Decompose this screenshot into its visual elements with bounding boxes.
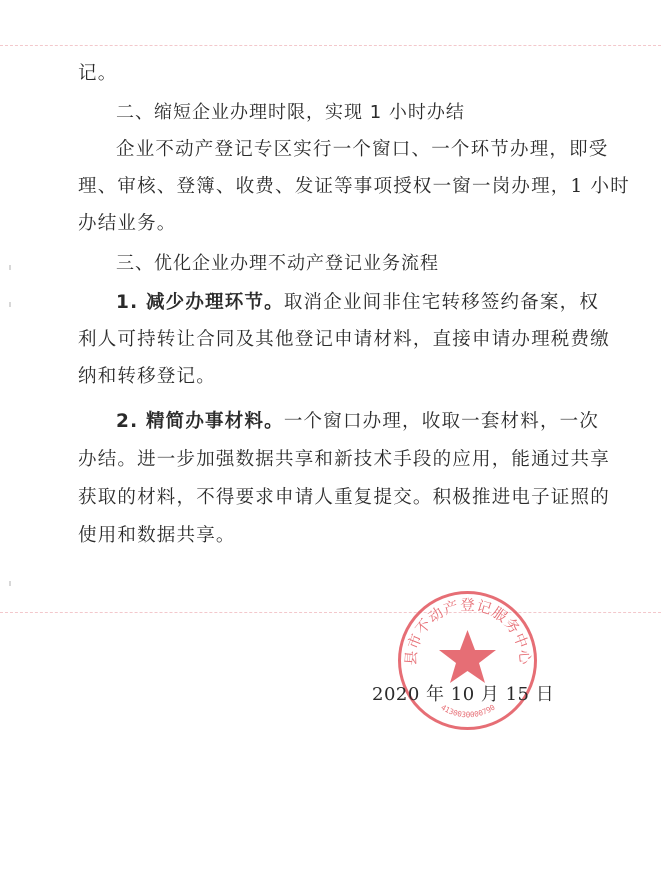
document-date: 2020 年 10 月 15 日 xyxy=(372,684,555,705)
section-heading-3: 三、优化企业办理不动产登记业务流程 xyxy=(116,253,439,274)
list-item-2-first-line xyxy=(116,410,599,434)
paragraph-line: 获取的材料，不得要求申请人重复提交。积极推进电子证照的 xyxy=(78,487,610,508)
seal-code-text: 4130030000790 xyxy=(439,702,497,720)
paragraph-line: 办结业务。 xyxy=(78,213,177,234)
margin-mark xyxy=(9,265,11,270)
margin-mark xyxy=(9,302,11,307)
scan-line-middle xyxy=(0,612,661,613)
paragraph-line: 办结。进一步加强数据共享和新技术手段的应用，能通过共享 xyxy=(78,449,610,470)
scan-line-top xyxy=(0,45,661,46)
list-item-2-title: 2. 精简办事材料。 xyxy=(116,411,284,432)
list-item-1-text: 取消企业间非住宅转移签约备案，权 xyxy=(283,292,600,313)
seal-name-text: 县市不动产登记服务中心 xyxy=(403,597,533,666)
paragraph-line: 利人可持转让合同及其他登记申请材料，直接申请办理税费缴 xyxy=(78,329,610,350)
star-icon xyxy=(439,630,496,683)
paragraph-tail: 记。 xyxy=(78,63,118,84)
list-item-2-text: 一个窗口办理，收取一套材料，一次 xyxy=(283,411,600,432)
paragraph-line: 纳和转移登记。 xyxy=(78,366,216,387)
official-seal xyxy=(395,588,540,733)
paragraph-line: 企业不动产登记专区实行一个窗口、一个环节办理，即受 xyxy=(116,139,609,160)
list-item-1-first-line xyxy=(116,291,599,315)
list-item-1-title: 1. 减少办理环节。 xyxy=(116,292,284,313)
margin-mark xyxy=(9,581,11,586)
paragraph-line: 使用和数据共享。 xyxy=(78,525,236,546)
section-heading-2: 二、缩短企业办理时限，实现 1 小时办结 xyxy=(116,102,465,123)
paragraph-line: 理、审核、登簿、收费、发证等事项授权一窗一岗办理，1 小时 xyxy=(78,176,630,197)
